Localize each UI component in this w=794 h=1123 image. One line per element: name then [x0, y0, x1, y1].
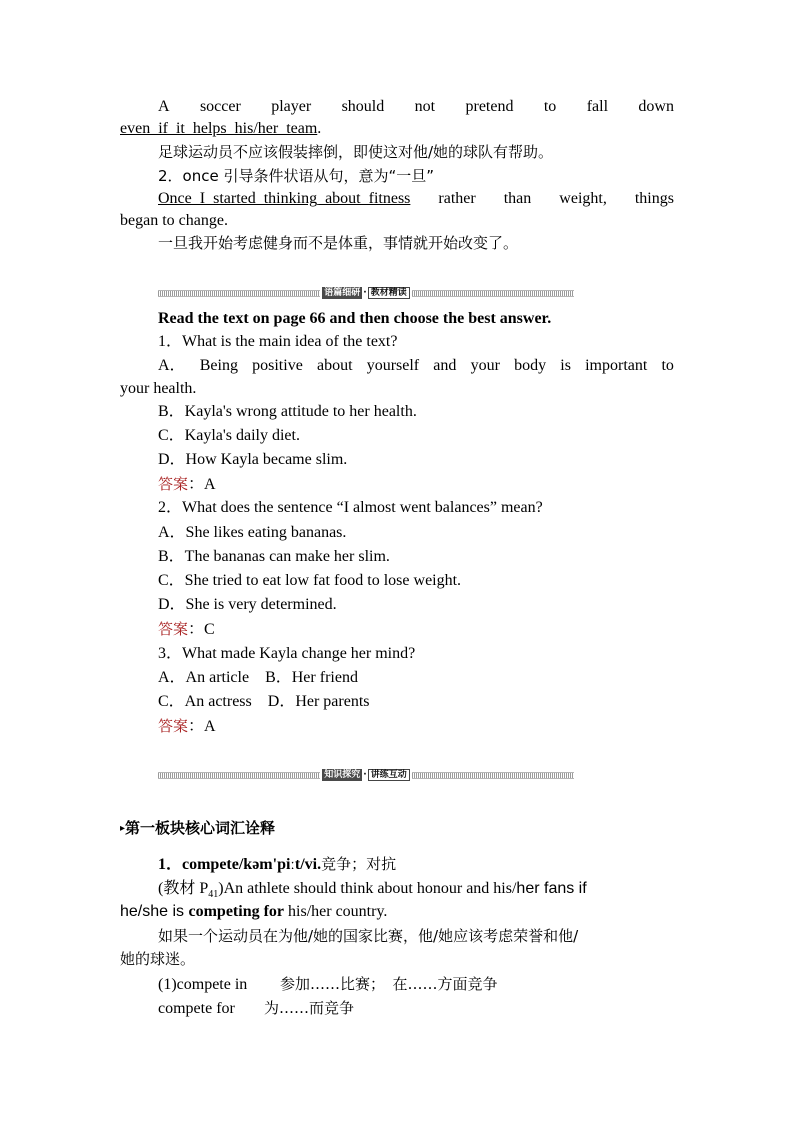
example1-word: A [158, 98, 170, 115]
item2-english-line1 [158, 188, 674, 210]
q2-option-b: B．The bananas can make her slim. [158, 548, 390, 565]
divider-rule-left [158, 290, 320, 297]
q2-answer: 答案：C [158, 620, 215, 638]
reading-instruction: Read the text on page 66 and then choose the best answer. [158, 310, 552, 327]
q3-answer: 答案：A [158, 717, 216, 735]
q1-option-a-word: important [585, 357, 648, 374]
item2-underlined-clause: Once_I_started_thinking_about_fitness [158, 190, 411, 207]
q1-option-a-word: to [661, 357, 674, 374]
q1-option-a-word: yourself [366, 357, 420, 374]
q1-option-a-word: your [470, 357, 500, 374]
q1-option-a-word: positive [252, 357, 303, 374]
vocab-entry-compete: 1．compete/kəm'piːt/vi.竞争；对抗 [158, 855, 397, 873]
vocab-phrase-compete-in: (1)compete in 参加……比赛； 在……方面竞争 [158, 975, 498, 993]
vocab-section-title: ▸第一板块核心词汇诠释 [120, 819, 276, 837]
divider-rule-right [412, 772, 574, 779]
example1-word: not [414, 98, 436, 115]
q1-option-a-word: about [316, 357, 353, 374]
section-divider-reading [158, 287, 574, 299]
example1-word: player [271, 98, 312, 115]
example1-word: soccer [199, 98, 241, 115]
vocab-example-cn-line2: 她的球迷。 [120, 950, 196, 968]
q3-options-ab: A．An article B．Her friend [158, 669, 358, 686]
q1-answer: 答案：A [158, 475, 216, 493]
q1-option-a-cont: your health. [120, 380, 197, 397]
vocab-example-en-line2: he/she is competing for his/her country. [120, 903, 388, 920]
q2-question: 2．What does the sentence “I almost went balances” mean? [158, 499, 543, 516]
q2-option-d: D．She is very determined. [158, 596, 337, 613]
q1-option-c: C．Kayla's daily diet. [158, 427, 300, 444]
item2-word: things [634, 190, 674, 207]
example1-english-line2: even_if_it_helps_his/her_team. [120, 120, 322, 137]
q1-option-b: B．Kayla's wrong attitude to her health. [158, 403, 417, 420]
item2-word: than [503, 190, 532, 207]
q1-option-a-word: A． [158, 357, 186, 374]
section-divider-knowledge [158, 769, 574, 781]
item2-label: 2．once 引导条件状语从句，意为“一旦” [158, 167, 435, 185]
q3-question: 3．What made Kayla change her mind? [158, 645, 416, 662]
example1-chinese: 足球运动员不应该假装摔倒，即使这对他/她的球队有帮助。 [158, 143, 554, 161]
q1-option-a-word: body [514, 357, 547, 374]
vocab-example-cn-line1: 如果一个运动员在为他/她的国家比赛，他/她应该考虑荣誉和他/ [158, 927, 579, 945]
item2-chinese: 一旦我开始考虑健身而不是体重，事情就开始改变了。 [158, 234, 519, 252]
q1-option-a [158, 355, 674, 377]
divider-label: 知识探究 · 讲练互动 [322, 769, 409, 781]
q2-option-c: C．She tried to eat low fat food to lose weight. [158, 572, 462, 589]
triangle-bullet-icon: ▸ [120, 823, 126, 834]
item2-word: rather [438, 190, 476, 207]
example1-english-line1 [158, 96, 674, 118]
item2-english-line2: began to change. [120, 212, 228, 229]
example1-word: pretend [465, 98, 514, 115]
example1-underlined-clause: even_if_it_helps_his/her_team [120, 120, 318, 137]
q1-option-d: D．How Kayla became slim. [158, 451, 348, 468]
q2-option-a: A．She likes eating bananas. [158, 524, 347, 541]
divider-label: 语篇细研 · 教材精读 [322, 287, 409, 299]
divider-rule-left [158, 772, 320, 779]
example1-word: down [638, 98, 674, 115]
vocab-example-en-line1: (教材 $P_{41})An$ athlete should think about honour and his/her fans if [158, 880, 587, 901]
example1-word: to [543, 98, 557, 115]
vocab-phrase-compete-for: compete for 为……而竞争 [158, 999, 355, 1017]
item2-word: weight, [559, 190, 607, 207]
q1-option-a-word: is [560, 357, 571, 374]
example1-word: should [341, 98, 385, 115]
q3-options-cd: C．An actress D．Her parents [158, 693, 370, 710]
example1-word: fall [586, 98, 609, 115]
q1-option-a-word: and [433, 357, 457, 374]
q1-option-a-word: Being [199, 357, 238, 374]
q1-question: 1．What is the main idea of the text? [158, 333, 398, 350]
divider-rule-right [412, 290, 574, 297]
